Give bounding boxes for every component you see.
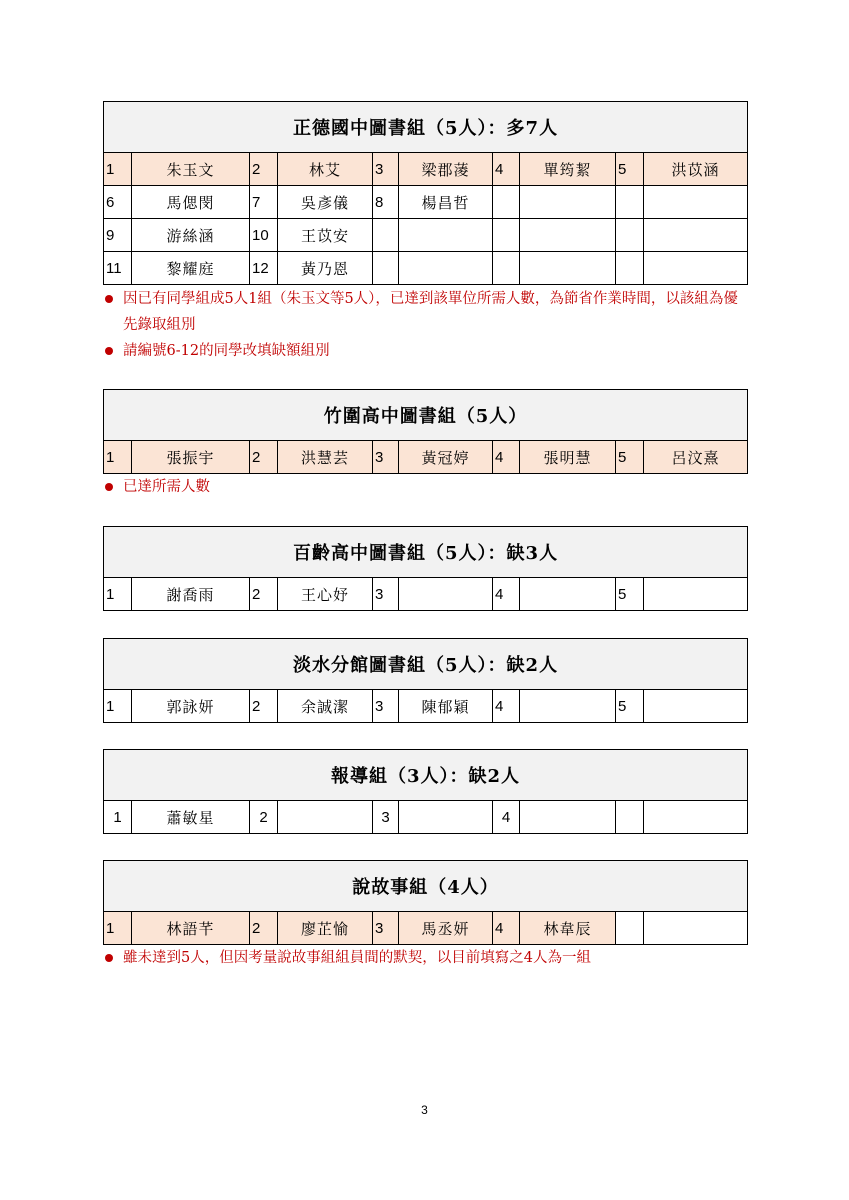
member-name: 黎耀庭 (132, 252, 250, 285)
member-name: 吳彥儀 (278, 186, 373, 219)
table-row (104, 912, 748, 945)
group-table (103, 526, 748, 611)
member-number: 2 (250, 690, 278, 723)
member-number: 3 (373, 441, 399, 474)
note-text: 因已有同學組成5人1組（朱玉文等5人），已達到該單位所需人數，為節省作業時間，以該組為優先錄取組別 (123, 291, 738, 333)
member-name (644, 578, 748, 611)
member-number (616, 219, 644, 252)
member-number: 3 (373, 578, 399, 611)
member-number: 2 (250, 801, 278, 834)
bullet-icon (105, 347, 113, 355)
member-name: 黃乃恩 (278, 252, 373, 285)
member-name (520, 690, 616, 723)
member-name (644, 690, 748, 723)
member-name: 郭詠妍 (132, 690, 250, 723)
member-number: 7 (250, 186, 278, 219)
member-name (399, 252, 493, 285)
member-name (520, 219, 616, 252)
group-table (103, 389, 748, 474)
table-row (104, 578, 748, 611)
note (103, 945, 747, 971)
member-name: 廖芷愉 (278, 912, 373, 945)
member-name: 黃冠婷 (399, 441, 493, 474)
group-table (103, 638, 748, 723)
member-name (278, 801, 373, 834)
table-row (104, 219, 748, 252)
group-report (103, 749, 747, 834)
member-number: 4 (493, 153, 520, 186)
member-name (644, 186, 748, 219)
member-number: 9 (104, 219, 132, 252)
member-number: 2 (250, 153, 278, 186)
member-number (493, 252, 520, 285)
member-number: 5 (616, 690, 644, 723)
member-number: 1 (104, 912, 132, 945)
member-number: 1 (104, 578, 132, 611)
group-title: 說故事組（4人） (104, 861, 748, 912)
group-table (103, 860, 748, 945)
member-number: 3 (373, 801, 399, 834)
member-number: 2 (250, 912, 278, 945)
member-number (616, 186, 644, 219)
bullet-icon (105, 483, 113, 491)
group-zhengde (103, 101, 747, 364)
member-name (520, 186, 616, 219)
group-zhuwei (103, 389, 747, 500)
member-name: 蕭敏星 (132, 801, 250, 834)
group-title: 淡水分館圖書組（5人）：缺2人 (104, 639, 748, 690)
member-number: 8 (373, 186, 399, 219)
member-number: 2 (250, 578, 278, 611)
member-number: 4 (493, 441, 520, 474)
group-table (103, 749, 748, 834)
member-name: 游絲涵 (132, 219, 250, 252)
member-number: 4 (493, 912, 520, 945)
group-title: 正德國中圖書組（5人）：多7人 (104, 102, 748, 153)
member-name: 余誠潔 (278, 690, 373, 723)
group-title: 百齡高中圖書組（5人）：缺3人 (104, 527, 748, 578)
table-row (104, 441, 748, 474)
member-name: 張振宇 (132, 441, 250, 474)
bullet-icon (105, 954, 113, 962)
member-number (616, 912, 644, 945)
member-name: 梁郡蓤 (399, 153, 493, 186)
member-number: 1 (104, 690, 132, 723)
member-name: 馬偲閔 (132, 186, 250, 219)
table-row (104, 252, 748, 285)
member-number: 5 (616, 578, 644, 611)
member-name: 洪苡涵 (644, 153, 748, 186)
group-title: 竹圍高中圖書組（5人） (104, 390, 748, 441)
table-row (104, 801, 748, 834)
member-number: 11 (104, 252, 132, 285)
member-number (493, 219, 520, 252)
member-number: 1 (104, 153, 132, 186)
member-name: 呂汶熹 (644, 441, 748, 474)
member-name: 林韋辰 (520, 912, 616, 945)
member-name (399, 219, 493, 252)
group-bailing (103, 526, 747, 611)
member-number: 3 (373, 912, 399, 945)
group-title: 報導組（3人）：缺2人 (104, 750, 748, 801)
note-text: 已達所需人數 (123, 479, 210, 495)
member-number: 3 (373, 690, 399, 723)
member-name: 單筠絜 (520, 153, 616, 186)
member-name: 張明慧 (520, 441, 616, 474)
member-name (399, 801, 493, 834)
member-number: 4 (493, 690, 520, 723)
bullet-icon (105, 295, 113, 303)
member-name (644, 219, 748, 252)
member-name: 謝喬雨 (132, 578, 250, 611)
note-text: 雖未達到5人，但因考量說故事組組員間的默契，以目前填寫之4人為一組 (123, 950, 591, 966)
member-name: 林語芊 (132, 912, 250, 945)
member-number: 5 (616, 153, 644, 186)
member-number: 12 (250, 252, 278, 285)
member-name: 朱玉文 (132, 153, 250, 186)
note (103, 338, 747, 364)
member-number: 4 (493, 801, 520, 834)
group-danshui (103, 638, 747, 723)
member-name: 王苡安 (278, 219, 373, 252)
member-name: 王心妤 (278, 578, 373, 611)
member-name (520, 252, 616, 285)
table-row (104, 690, 748, 723)
member-number: 1 (104, 801, 132, 834)
member-number (493, 186, 520, 219)
member-name (520, 578, 616, 611)
member-number: 2 (250, 441, 278, 474)
page-number: 3 (421, 1103, 428, 1117)
member-name (520, 801, 616, 834)
member-name (644, 252, 748, 285)
member-name: 馬丞妍 (399, 912, 493, 945)
member-name (644, 801, 748, 834)
member-number (616, 801, 644, 834)
note-text: 請編號6-12的同學改填缺額組別 (123, 343, 330, 359)
member-name (399, 578, 493, 611)
member-number: 3 (373, 153, 399, 186)
member-number (373, 219, 399, 252)
member-number: 6 (104, 186, 132, 219)
note (103, 286, 747, 338)
member-name: 陳郁穎 (399, 690, 493, 723)
group-table (103, 101, 748, 285)
member-number: 5 (616, 441, 644, 474)
member-number (616, 252, 644, 285)
member-name: 洪慧芸 (278, 441, 373, 474)
member-number (373, 252, 399, 285)
member-number: 4 (493, 578, 520, 611)
member-number: 10 (250, 219, 278, 252)
member-number: 1 (104, 441, 132, 474)
note (103, 474, 747, 500)
table-row (104, 186, 748, 219)
group-storytelling (103, 860, 747, 971)
table-row (104, 153, 748, 186)
member-name: 林艾 (278, 153, 373, 186)
member-name: 楊昌哲 (399, 186, 493, 219)
member-name (644, 912, 748, 945)
